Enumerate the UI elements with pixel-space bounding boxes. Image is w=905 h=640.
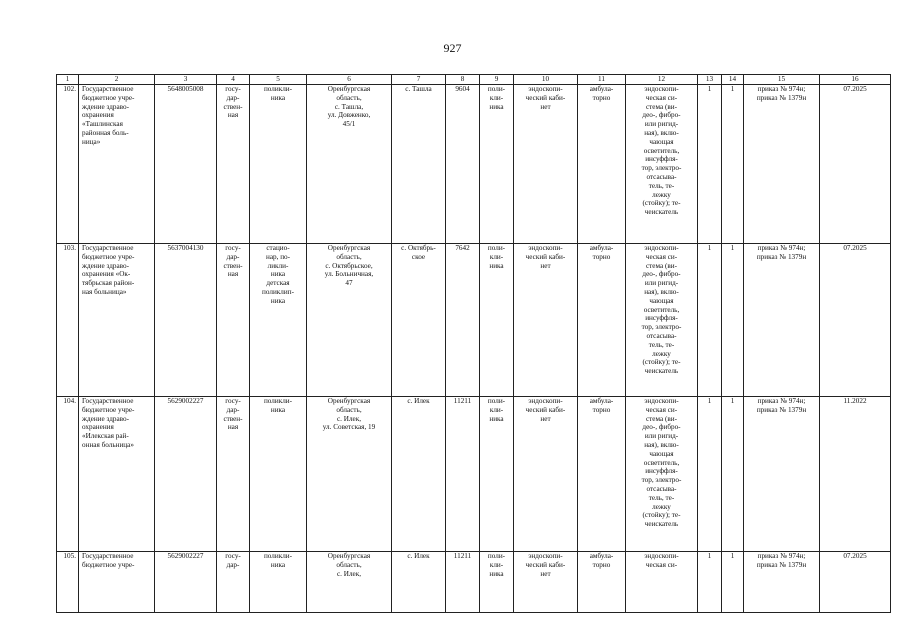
settlement: с. Илек	[392, 552, 446, 613]
structural-unit: поликли- ника	[250, 552, 307, 613]
inn: 5648005008	[155, 85, 217, 244]
column-header: 6	[307, 75, 392, 85]
organization-name: Государственное бюджетное учре- ждение здраво- охранения «Ок- тябрьская район- ная больница»	[79, 244, 155, 397]
quantity-13: 1	[698, 397, 722, 552]
table-header-row	[57, 75, 891, 85]
order-reference: приказ № 974н; приказ № 1379н	[744, 397, 820, 552]
column-header: 3	[155, 75, 217, 85]
care-condition: амбула- торно	[578, 85, 626, 244]
quantity-14: 1	[722, 244, 744, 397]
address: Оренбургская область, с. Илек,	[307, 552, 392, 613]
page-number: 927	[443, 41, 462, 55]
equipment: эндоскопи- ческая си-	[626, 552, 698, 613]
column-header: 9	[480, 75, 514, 85]
structural-unit: поликли- ника	[250, 85, 307, 244]
population: 7642	[446, 244, 480, 397]
quantity-14: 1	[722, 397, 744, 552]
unit-type: поли- кли- ника	[480, 552, 514, 613]
row-number: 102.	[57, 85, 79, 244]
care-condition: амбула- торно	[578, 244, 626, 397]
column-header: 15	[744, 75, 820, 85]
quantity-13: 1	[698, 552, 722, 613]
equipment: эндоскопи- ческая си- стема (ви- део-, фибро- или ригид- ная), вклю- чающая осветитель, инсуффля- тор, электро- отсасыва- тель, те- лежку (стойку); те- чеискатель	[626, 85, 698, 244]
quantity-13: 1	[698, 244, 722, 397]
row-number: 105.	[57, 552, 79, 613]
column-header: 12	[626, 75, 698, 85]
column-header: 4	[217, 75, 250, 85]
date: 07.2025	[820, 244, 891, 397]
column-header: 7	[392, 75, 446, 85]
room: эндоскопи- ческий каби- нет	[514, 85, 578, 244]
registry-table	[56, 74, 891, 613]
date: 11.2022	[820, 397, 891, 552]
column-header: 2	[79, 75, 155, 85]
care-condition: амбула- торно	[578, 552, 626, 613]
quantity-13: 1	[698, 85, 722, 244]
column-header: 14	[722, 75, 744, 85]
population: 11211	[446, 552, 480, 613]
settlement: с. Ташла	[392, 85, 446, 244]
unit-type: поли- кли- ника	[480, 85, 514, 244]
care-condition: амбула- торно	[578, 397, 626, 552]
column-header: 10	[514, 75, 578, 85]
room: эндоскопи- ческий каби- нет	[514, 244, 578, 397]
equipment: эндоскопи- ческая си- стема (ви- део-, фибро- или ригид- ная), вклю- чающая осветитель, инсуффля- тор, электро- отсасыва- тель, те- лежку (стойку); те- чеискатель	[626, 244, 698, 397]
equipment: эндоскопи- ческая си- стема (ви- део-, фибро- или ригид- ная), вклю- чающая осветитель, инсуффля- тор, электро- отсасыва- тель, те- лежку (стойку); те- чеискатель	[626, 397, 698, 552]
unit-type: поли- кли- ника	[480, 397, 514, 552]
table-row	[57, 244, 891, 397]
date: 07.2025	[820, 85, 891, 244]
structural-unit: поликли- ника	[250, 397, 307, 552]
table-row	[57, 397, 891, 552]
settlement: с. Илек	[392, 397, 446, 552]
quantity-14: 1	[722, 552, 744, 613]
date: 07.2025	[820, 552, 891, 613]
row-number: 104.	[57, 397, 79, 552]
population: 11211	[446, 397, 480, 552]
order-reference: приказ № 974н; приказ № 1379н	[744, 244, 820, 397]
population: 9604	[446, 85, 480, 244]
ownership-form: госу- дар-	[217, 552, 250, 613]
table-row	[57, 552, 891, 613]
ownership-form: госу- дар- ствен- ная	[217, 85, 250, 244]
inn: 5629002227	[155, 552, 217, 613]
structural-unit: стацио- нар, по- ликли- ника детская поликлип- ника	[250, 244, 307, 397]
ownership-form: госу- дар- ствен- ная	[217, 397, 250, 552]
unit-type: поли- кли- ника	[480, 244, 514, 397]
column-header: 13	[698, 75, 722, 85]
column-header: 8	[446, 75, 480, 85]
column-header: 16	[820, 75, 891, 85]
column-header: 11	[578, 75, 626, 85]
settlement: с. Октябрь- ское	[392, 244, 446, 397]
address: Оренбургская область, с. Ташла, ул. Довженко, 45/1	[307, 85, 392, 244]
ownership-form: госу- дар- ствен- ная	[217, 244, 250, 397]
room: эндоскопи- ческий каби- нет	[514, 552, 578, 613]
address: Оренбургская область, с. Октябрьское, ул. Больничная, 47	[307, 244, 392, 397]
quantity-14: 1	[722, 85, 744, 244]
inn: 5637004130	[155, 244, 217, 397]
inn: 5629002227	[155, 397, 217, 552]
table-row	[57, 85, 891, 244]
room: эндоскопи- ческий каби- нет	[514, 397, 578, 552]
order-reference: приказ № 974н; приказ № 1379н	[744, 552, 820, 613]
column-header: 5	[250, 75, 307, 85]
organization-name: Государственное бюджетное учре- ждение здраво- охранения «Илекская рай- онная больница»	[79, 397, 155, 552]
organization-name: Государственное бюджетное учре- ждение здраво- охранения «Ташлинская районная боль- ница»	[79, 85, 155, 244]
column-header: 1	[57, 75, 79, 85]
row-number: 103.	[57, 244, 79, 397]
order-reference: приказ № 974н; приказ № 1379н	[744, 85, 820, 244]
address: Оренбургская область, с. Илек, ул. Советская, 19	[307, 397, 392, 552]
organization-name: Государственное бюджетное учре-	[79, 552, 155, 613]
